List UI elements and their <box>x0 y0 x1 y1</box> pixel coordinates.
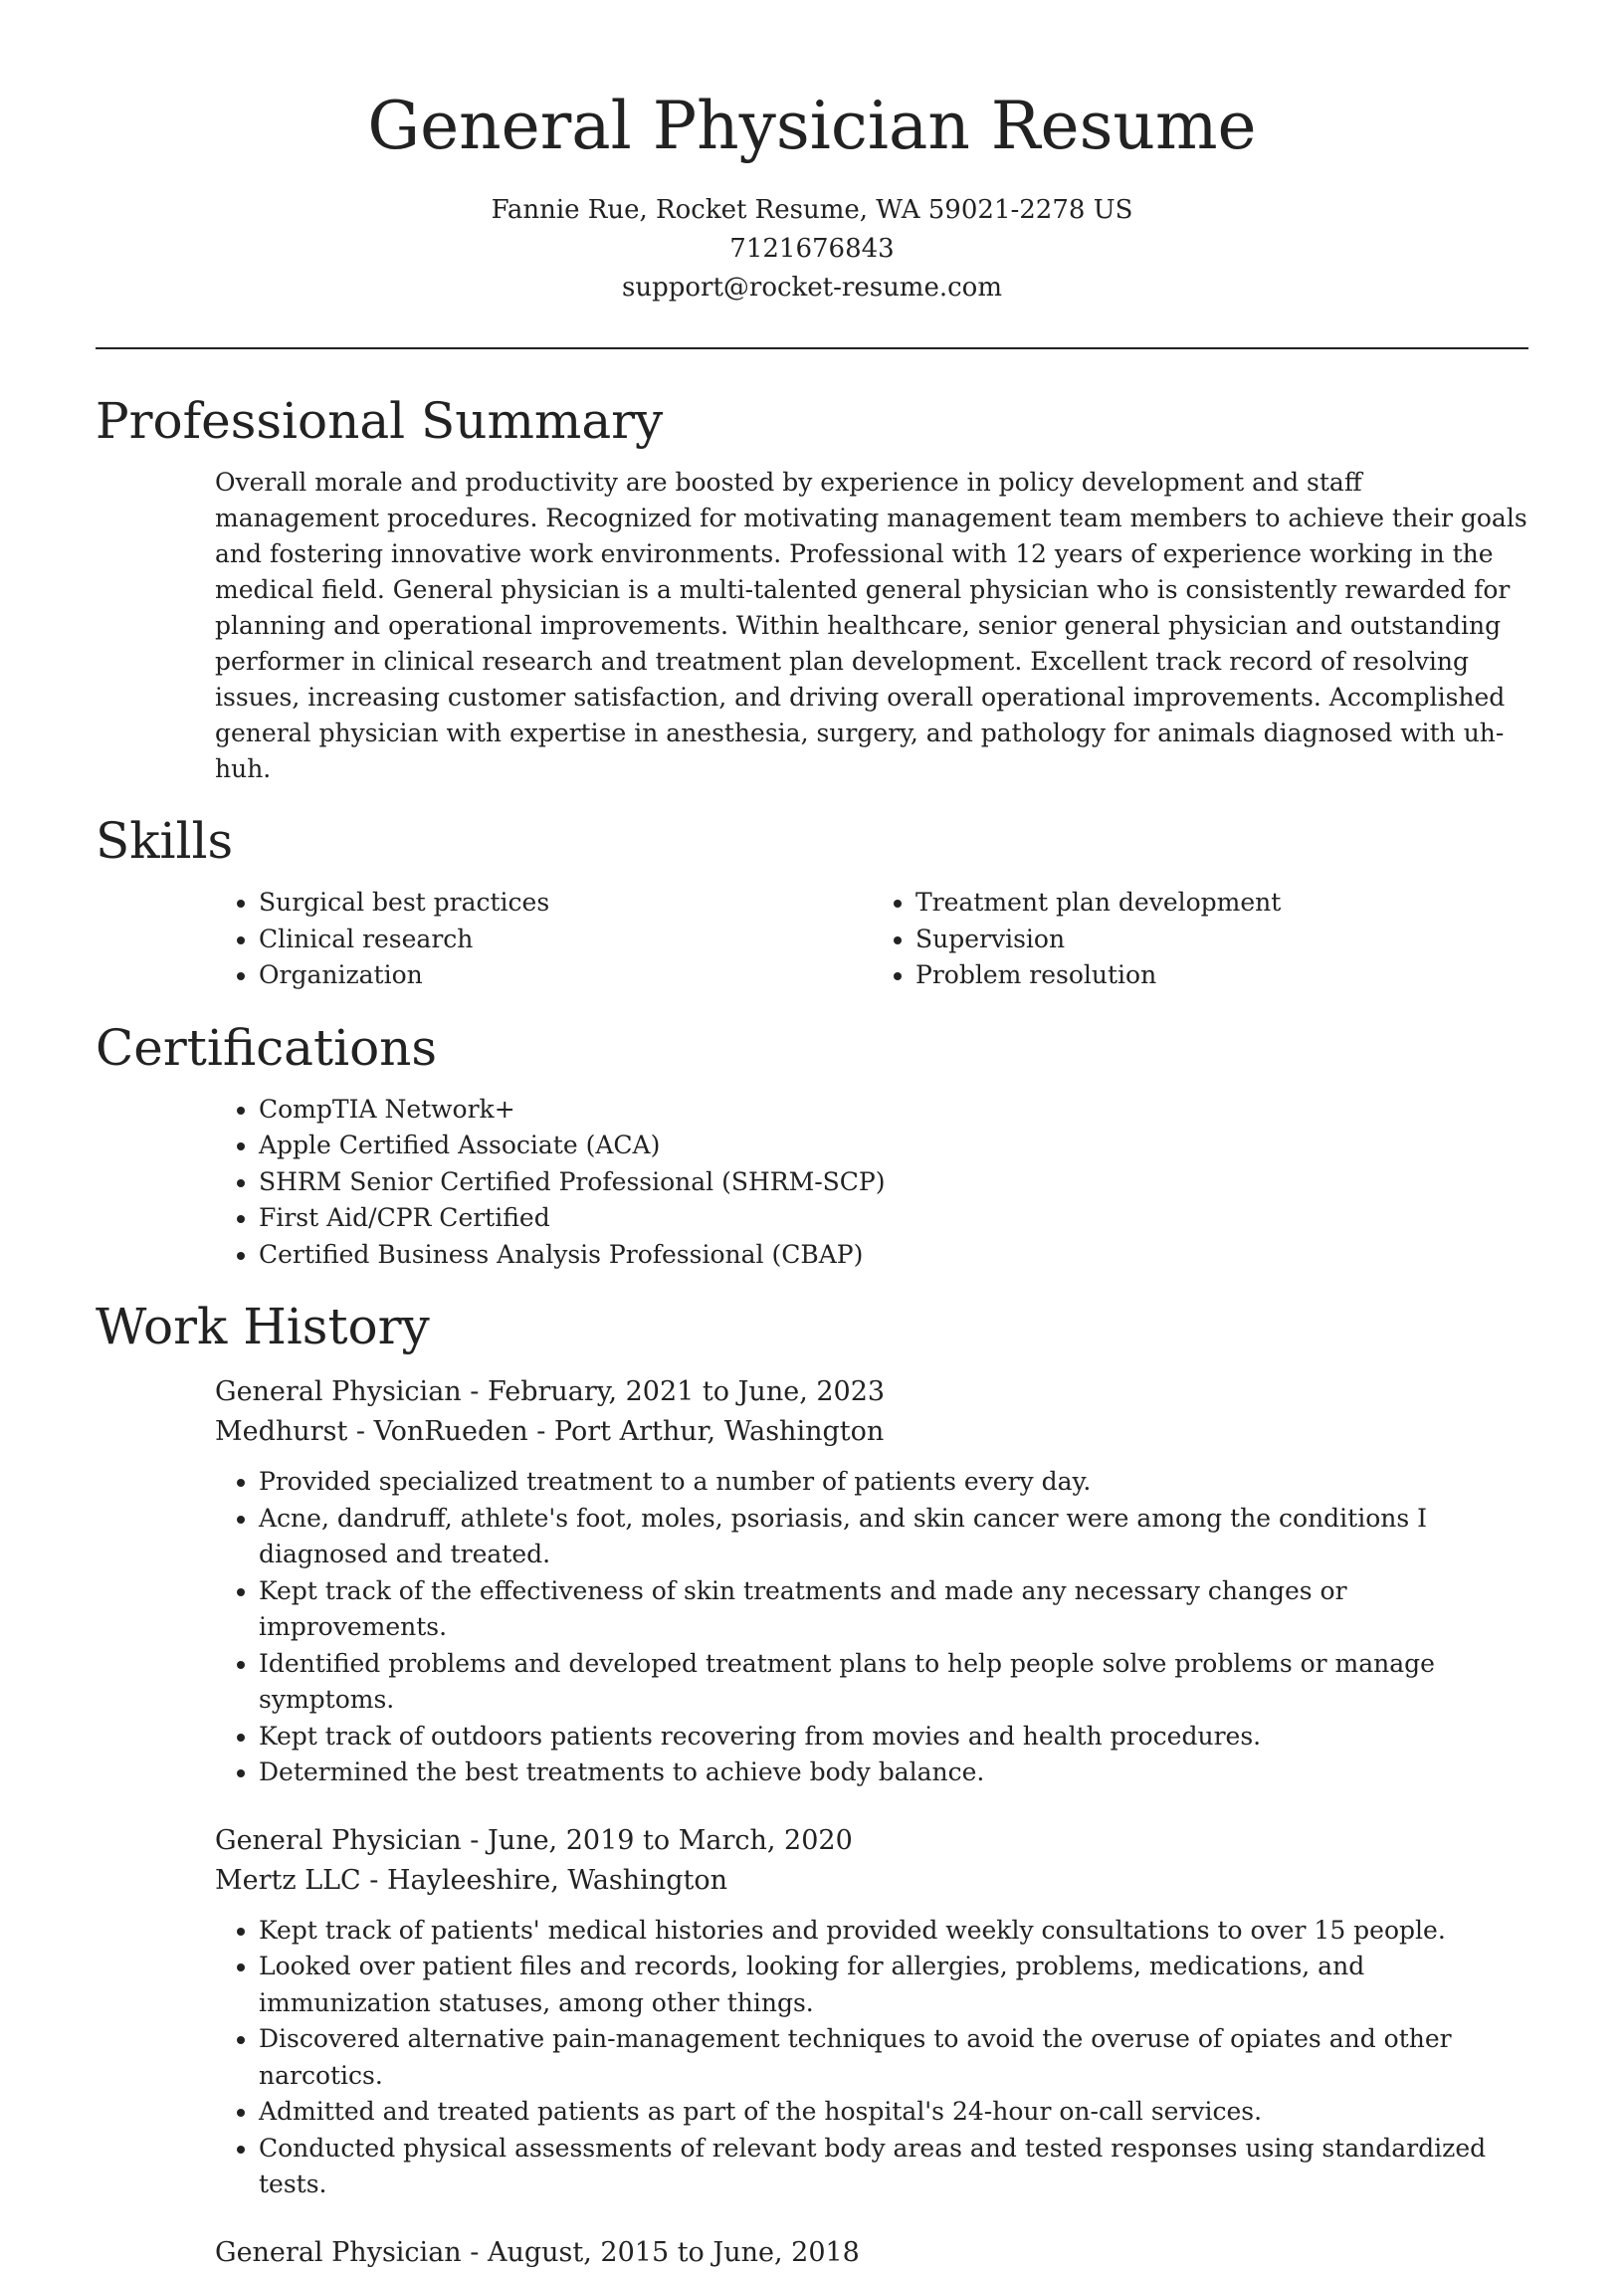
contact-block <box>96 191 1528 308</box>
skills-list-left <box>215 885 872 994</box>
contact-address: Fannie Rue, Rocket Resume, WA 59021-2278 US <box>491 195 1133 225</box>
skills-heading: Skills <box>96 812 234 870</box>
work-history-heading: Work History <box>96 1298 430 1355</box>
skill-item: • Organization <box>259 957 872 994</box>
job-bullet: • Admitted and treated patients as part of the hospital's 24-hour on-call services. <box>259 2094 1528 2131</box>
job-title: General Physician <box>215 1824 462 1856</box>
skill-item: • Supervision <box>915 922 1528 958</box>
certifications-heading: Certifications <box>96 1018 438 1077</box>
summary-section <box>96 389 1528 787</box>
job-entry <box>215 1372 1528 1791</box>
job-dates: - June, 2019 to March, 2020 <box>461 1824 853 1856</box>
certifications-list <box>215 1092 1528 1274</box>
skill-item: • Problem resolution <box>915 957 1528 994</box>
job-dates: - August, 2015 to June, 2018 <box>461 2236 860 2268</box>
job-entry <box>215 2233 1528 2273</box>
job-company: Medhurst - VonRueden <box>215 1416 528 1447</box>
job-bullet: • Determined the best treatments to achieve body balance. <box>259 1755 1528 1791</box>
skill-item: • Surgical best practices <box>259 885 872 922</box>
job-bullet: • Kept track of outdoors patients recovering from movies and health procedures. <box>259 1719 1528 1756</box>
skill-item: • Clinical research <box>259 922 872 958</box>
job-bullet: • Acne, dandruff, athlete's foot, moles, psoriasis, and skin cancer were among the conditions I diagnosed and treated. <box>259 1501 1528 1573</box>
certification-item: • CompTIA Network+ <box>259 1092 1528 1129</box>
job-bullet: • Kept track of patients' medical histories and provided weekly consultations to over 15 people. <box>259 1913 1528 1950</box>
resume-page <box>96 0 1528 2273</box>
skills-grid <box>215 885 1528 994</box>
job-bullet: • Conducted physical assessments of relevant body areas and tested responses using standardized tests. <box>259 2131 1528 2203</box>
job-company: Mertz LLC <box>215 1864 361 1896</box>
certification-item: • Apple Certified Associate (ACA) <box>259 1128 1528 1164</box>
header-divider <box>96 347 1528 349</box>
job-location: - Port Arthur, Washington <box>527 1416 885 1447</box>
job-title: General Physician <box>215 2236 462 2268</box>
job-company-line <box>215 1412 1528 1452</box>
job-bullet: • Identified problems and developed treatment plans to help people solve problems or manage symptoms. <box>259 1646 1528 1719</box>
skills-list-right <box>872 885 1528 994</box>
skills-section <box>96 809 1528 994</box>
certifications-section <box>96 1016 1528 1274</box>
skill-item: • Treatment plan development <box>915 885 1528 922</box>
job-title: General Physician <box>215 1376 462 1407</box>
contact-email: support@rocket-resume.com <box>621 273 1002 303</box>
job-title-line <box>215 1821 1528 1861</box>
job-bullet: • Kept track of the effectiveness of skin treatments and made any necessary changes or improvements. <box>259 1573 1528 1646</box>
job-bullet: • Discovered alternative pain-management techniques to avoid the overuse of opiates and other narcotics. <box>259 2021 1528 2094</box>
certification-item: • First Aid/CPR Certified <box>259 1200 1528 1237</box>
job-title-line <box>215 2233 1528 2273</box>
job-entry <box>215 1821 1528 2203</box>
job-company-line <box>215 1861 1528 1901</box>
summary-text: Overall morale and productivity are boosted by experience in policy development and staff management procedures. Recognized for motivating management team members to achieve their goals and fostering innovative work environments. Professional with 12 years of experience working in the medical field. General physician is a multi-talented general physician who is consistently rewarded for planning and operational improvements. Within healthcare, senior general physician and outstanding performer in clinical research and treatment plan development. Excellent track record of resolving issues, increasing customer satisfaction, and driving overall operational improvements. Accomplished general physician with expertise in anesthesia, surgery, and pathology for animals diagnosed with uh-huh. <box>215 468 1527 783</box>
job-bullets <box>215 1913 1528 2203</box>
certification-item: • SHRM Senior Certified Professional (SHRM-SCP) <box>259 1164 1528 1201</box>
job-title-line <box>215 1372 1528 1412</box>
work-history-section <box>96 1295 1528 2273</box>
resume-title: General Physician Resume <box>367 88 1257 164</box>
job-bullets <box>215 1464 1528 1791</box>
job-bullet: • Looked over patient files and records, looking for allergies, problems, medications, and immunization statuses, among other things. <box>259 1949 1528 2021</box>
summary-heading: Professional Summary <box>96 392 664 450</box>
job-dates: - February, 2021 to June, 2023 <box>461 1376 886 1407</box>
job-bullet: • Provided specialized treatment to a number of patients every day. <box>259 1464 1528 1501</box>
job-location: - Hayleeshire, Washington <box>360 1864 727 1896</box>
certification-item: • Certified Business Analysis Professional (CBAP) <box>259 1237 1528 1274</box>
contact-phone: 7121676843 <box>729 234 895 264</box>
